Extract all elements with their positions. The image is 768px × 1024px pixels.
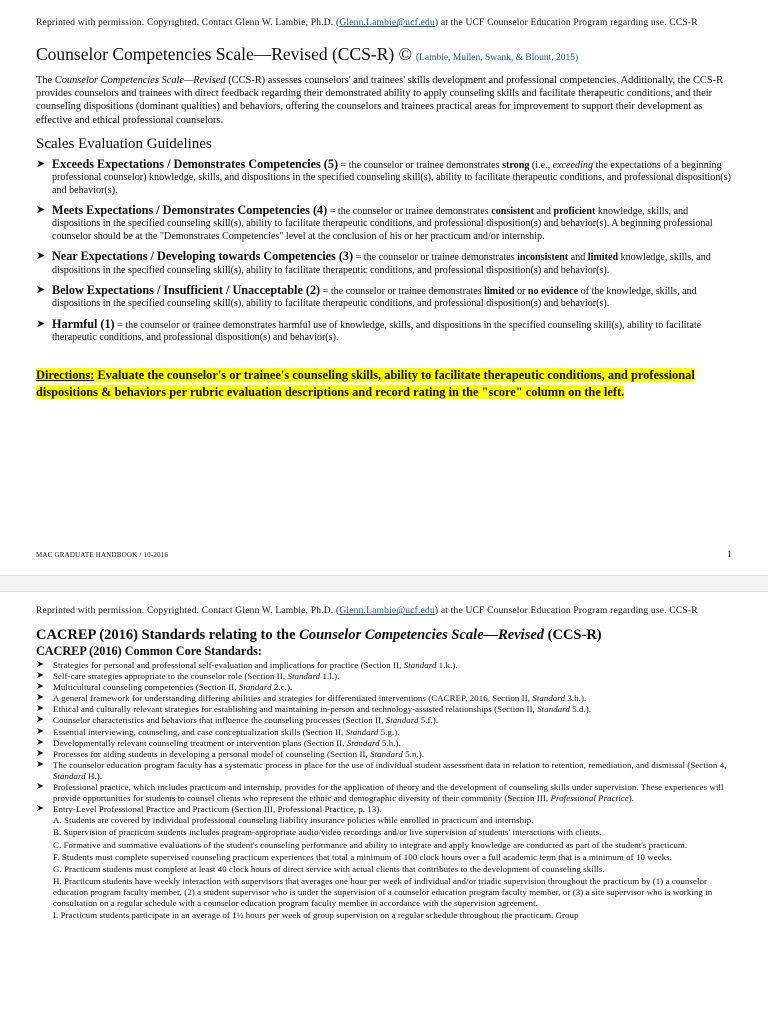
standard-text-pre: Self-care strategies appropriate to the counselor role (Section II, (53, 671, 288, 682)
arrow-bullet-icon: ➤ (36, 157, 46, 170)
practicum-item: B. Supervision of practicum students includes program-appropriate audio/video recordings and/or live supervision of students' interactions with clients. (53, 827, 602, 838)
standard-text-it: Standard (287, 671, 321, 682)
standard-item (36, 804, 732, 815)
scale-emphasis: limited (484, 286, 515, 298)
arrow-bullet-icon: ➤ (36, 748, 45, 759)
practicum-item: F. Students must complete supervised counseling practicum experiences that total a minimum of 100 clock hours over a full academic term that is a minimum of 10 weeks. (53, 851, 673, 862)
citation: (Lambie, Mullen, Swank, & Blount, 2015) (415, 53, 579, 63)
header-suffix: ) at the UCF Counselor Education Program regarding use. CCS-R (434, 18, 698, 28)
arrow-bullet-icon: ➤ (36, 715, 45, 726)
standard-item (36, 671, 732, 682)
scale-item (36, 158, 732, 197)
arrow-bullet-icon: ➤ (36, 693, 45, 704)
scale-item (36, 284, 732, 311)
arrow-bullet-icon: ➤ (36, 250, 46, 263)
practicum-standards (0, 815, 768, 921)
standard-text-pre: Strategies for personal and professional self-evaluation and implications for practice (Section II, (53, 660, 404, 670)
intro-paragraph (36, 74, 732, 127)
practicum-item: A. Students are covered by individual professional counseling liability insurance policies while enrolled in practicum and internship. (53, 815, 534, 826)
permission-header (36, 0, 732, 28)
scale-item (36, 250, 732, 277)
standard-text-post: 1.k.). (436, 660, 458, 670)
header-suffix: ) at the UCF Counselor Education Program regarding use. CCS-R (434, 606, 698, 616)
arrow-bullet-icon: ➤ (36, 682, 45, 693)
standard-item (36, 738, 732, 749)
scale-italic: exceeding (552, 159, 593, 171)
arrow-bullet-icon: ➤ (36, 317, 46, 330)
standard-item (36, 760, 732, 782)
scale-emphasis: proficient (553, 206, 596, 218)
arrow-bullet-icon: ➤ (36, 204, 46, 217)
practicum-item: C. Formative and summative evaluations of the student's counseling performance and ability to integrate and apply knowledge are conducted as part of the student's practicum. (53, 839, 688, 850)
scale-text: or (514, 286, 528, 298)
intro-italic: Counselor Competencies Scale—Revised (54, 75, 226, 86)
standard-text-pre: The counselor education program faculty has a systematic process in place for the use of individual student assessment data in relation to retention, remediation, and dismissal (Section 4, (53, 759, 727, 770)
scale-title: Exceeds Expectations / Demonstrates Competencies (5) (52, 156, 339, 171)
scale-emphasis: strong (502, 159, 530, 171)
page-footer (36, 551, 732, 559)
arrow-bullet-icon: ➤ (36, 737, 45, 748)
standard-text-post: 3.h.). (565, 693, 587, 704)
directions-block (36, 367, 732, 401)
standard-text-post: 5.n.). (402, 748, 425, 759)
title-post: (CCS-R) (544, 627, 602, 643)
standard-text-it: Standard (370, 748, 403, 759)
scale-emphasis: consistent (491, 206, 534, 218)
standard-item (36, 715, 732, 726)
standard-text-it: Standard (537, 704, 570, 715)
scale-text: (i.e., (529, 159, 553, 171)
scale-text: of the knowledge, skills, and dispositions in the specified counseling skill(s), ability to facilitate therapeutic conditions, and professional disposition(s) and behavior(s). (52, 286, 697, 310)
scales-list (36, 158, 732, 345)
standard-text-pre: Processes for aiding students in developing a personal model of counseling (Section II, (53, 748, 371, 759)
standard-item (36, 660, 732, 671)
scale-text: and (533, 206, 554, 218)
document-page-2 (0, 592, 768, 1024)
arrow-bullet-icon: ➤ (36, 671, 45, 682)
scale-emphasis: inconsistent (517, 252, 569, 264)
standard-text-it: Standard (238, 682, 272, 693)
standard-text-post: 1.l.). (320, 671, 340, 682)
practicum-item: G. Practicum students must complete at least 40 clock hours of direct service with actual clients that contributes to the development of counseling skills. (53, 863, 605, 874)
standard-text-pre: Ethical and culturally relevant strategies for establishing and maintaining in-person and technology-assisted relationships (Section II, (53, 704, 538, 715)
contact-email-link[interactable]: Glenn.Lambie@ucf.edu (339, 606, 435, 616)
standard-text-pre: Counselor characteristics and behaviors that influence the counseling processes (Section II, (53, 715, 386, 726)
scale-item (36, 204, 732, 243)
common-core-heading: CACREP (2016) Common Core Standards: (36, 644, 262, 658)
standard-text-post: 5.h.). (379, 737, 401, 748)
title-pre: CACREP (2016) Standards relating to the (36, 627, 300, 643)
arrow-bullet-icon: ➤ (36, 726, 45, 737)
standard-item (36, 749, 732, 760)
scale-text: = the counselor or trainee demonstrates (320, 286, 485, 298)
contact-email-link[interactable]: Glenn.Lambie@ucf.edu (339, 18, 435, 28)
scale-text: and (568, 252, 588, 264)
standard-text-pre: Developmentally relevant counseling treatment or intervention plans (Section II, (53, 737, 347, 748)
scale-text: = the counselor or trainee demonstrates (338, 159, 503, 171)
header-text: Reprinted with permission. Copyrighted. Contact Glenn W. Lambie, Ph.D. ( (36, 606, 340, 616)
standard-item (36, 704, 732, 715)
standard-text-it: Standard (532, 693, 566, 704)
scale-title: Harmful (1) (52, 316, 115, 331)
directions-text: Evaluate the counselor's or trainee's counseling skills, ability to facilitate therapeutic conditions, and professional dispositions & behaviors per rubric evaluation descriptions and record rating in the "score" column on the left. (36, 367, 695, 399)
standard-text-it: Standard (403, 660, 437, 670)
intro-post: (CCS-R) assesses counselors' and trainees' skills development and professional competencies. Additionally, the CCS-R provides counselors and trainees with direct feedback regarding their demonstrated ability to apply counseling skills and facilitate therapeutic conditions, and their counseling dispositions (dominant qualities) and behaviors, offering the counselors and trainees practical areas for improvement to support their development as effective and ethical professional counselors. (36, 75, 724, 126)
scale-text: knowledge, skills, and dispositions in the specified counseling skill(s), ability to facilitate therapeutic conditions, and professional disposition(s) and behavior(s). A beginning professional counselor should be at the "Demonstrates Competencies" level at the conclusion of his or her practicum and/or internship. (52, 206, 713, 242)
scale-emphasis: no evidence (527, 286, 579, 298)
practicum-item: I. Practicum students participate in an average of 1½ hours per week of group supervision on a regular schedule throughout the practicum. Group (53, 910, 579, 921)
header-text: Reprinted with permission. Copyrighted. Contact Glenn W. Lambie, Ph.D. ( (36, 18, 340, 28)
arrow-bullet-icon: ➤ (36, 660, 45, 670)
standard-item (36, 782, 732, 804)
scale-text: = the counselor or trainee demonstrates (353, 252, 518, 264)
scale-title: Meets Expectations / Demonstrates Competencies (4) (52, 203, 328, 218)
guidelines-heading: Scales Evaluation Guidelines (36, 135, 212, 152)
arrow-bullet-icon: ➤ (36, 704, 45, 715)
standards-list (36, 660, 732, 815)
standard-text-pre: A general framework for understanding differing abilities and strategies for differentiated interventions (CACREP, 2016, Section II, (53, 693, 533, 704)
title-text: Counselor Competencies Scale—Revised (CCS-R) © (36, 44, 412, 64)
standard-text-it: Standard (346, 737, 380, 748)
standard-text-pre: Essential interviewing, counseling, and case conceptualization skills (Section II, (53, 726, 346, 737)
directions-highlight (36, 368, 695, 399)
standard-item (36, 727, 732, 738)
standard-text-it: Standard (385, 715, 419, 726)
standard-item (36, 682, 732, 693)
scale-text: = the counselor or trainee demonstrates harmful use of knowledge, skills, and dispositions in the specified counseling skill(s), ability to facilitate therapeutic conditions, and professional disposition(s) and behavior(s). (52, 319, 702, 344)
arrow-bullet-icon: ➤ (36, 759, 45, 770)
arrow-bullet-icon: ➤ (36, 284, 46, 297)
arrow-bullet-icon: ➤ (36, 804, 45, 815)
standard-text-it: Standard (53, 770, 86, 781)
scale-title: Below Expectations / Insufficient / Unacceptable (2) (52, 283, 321, 298)
practicum-item: H. Practicum students have weekly interaction with supervisors that averages one hour per week of individual and/or triadic supervision throughout the practicum by (1) a counselor education program faculty member, (2) a student supervisor who is under the supervision of a counselor education program faculty member, or (3) a site supervisor who is working in consultation on a regular schedule with a counselor education program faculty member in accordance with the supervision agreement. (53, 875, 713, 908)
footer-text: MAC GRADUATE HANDBOOK / 10-2016 (36, 551, 169, 559)
standard-text-pre: Multicultural counseling competencies (Section II, (53, 682, 239, 693)
arrow-bullet-icon: ➤ (36, 782, 45, 793)
intro-pre: The (36, 75, 55, 86)
page-title (36, 44, 732, 65)
standard-text-post: H.). (85, 770, 103, 781)
standard-text-it: Professional Practice (550, 793, 629, 804)
scale-text: the expectations of a beginning professional counselor) knowledge, skills, and dispositions in the specified counseling skill(s), ability to facilitate therapeutic conditions, and professional disposition(s) and behavior(s). (52, 159, 731, 196)
title-italic: Counselor Competencies Scale—Revised (299, 627, 545, 643)
page-number: 1 (727, 550, 732, 560)
standard-text-it: Standard (345, 726, 379, 737)
scale-title: Near Expectations / Developing towards Competencies (3) (52, 249, 354, 264)
scale-text: knowledge, skills, and dispositions in the specified counseling skill(s), ability to facilitate therapeutic conditions, and professional disposition(s) and behavior(s). (52, 252, 711, 276)
directions-label: Directions: (36, 367, 95, 382)
standard-text-post: ). (628, 793, 635, 804)
standard-text-post: 5.g.). (378, 726, 400, 737)
scale-item (36, 318, 732, 345)
standard-item (36, 693, 732, 704)
page-separator (0, 575, 768, 592)
scale-text: = the counselor or trainee demonstrates (327, 206, 492, 218)
standard-text-post: 5.f.). (418, 715, 439, 726)
cacrep-title (36, 627, 732, 644)
standard-text-pre: Professional practice, which includes practicum and internship, provides for the application of theory and the development of counseling skills under supervision. These experiences will provide opportunities for students to counsel clients who represent the ethnic and demographic diversity of their community (Section III, (53, 782, 724, 804)
standard-text-pre: Entry-Level Professional Practice and Practicum (Section III, Professional Practice, p. 13). (53, 804, 382, 815)
permission-header (36, 592, 732, 616)
standard-text-post: 5.d.). (569, 704, 592, 715)
scale-emphasis: limited (587, 252, 619, 264)
standard-text-post: 2.c.). (271, 682, 293, 693)
